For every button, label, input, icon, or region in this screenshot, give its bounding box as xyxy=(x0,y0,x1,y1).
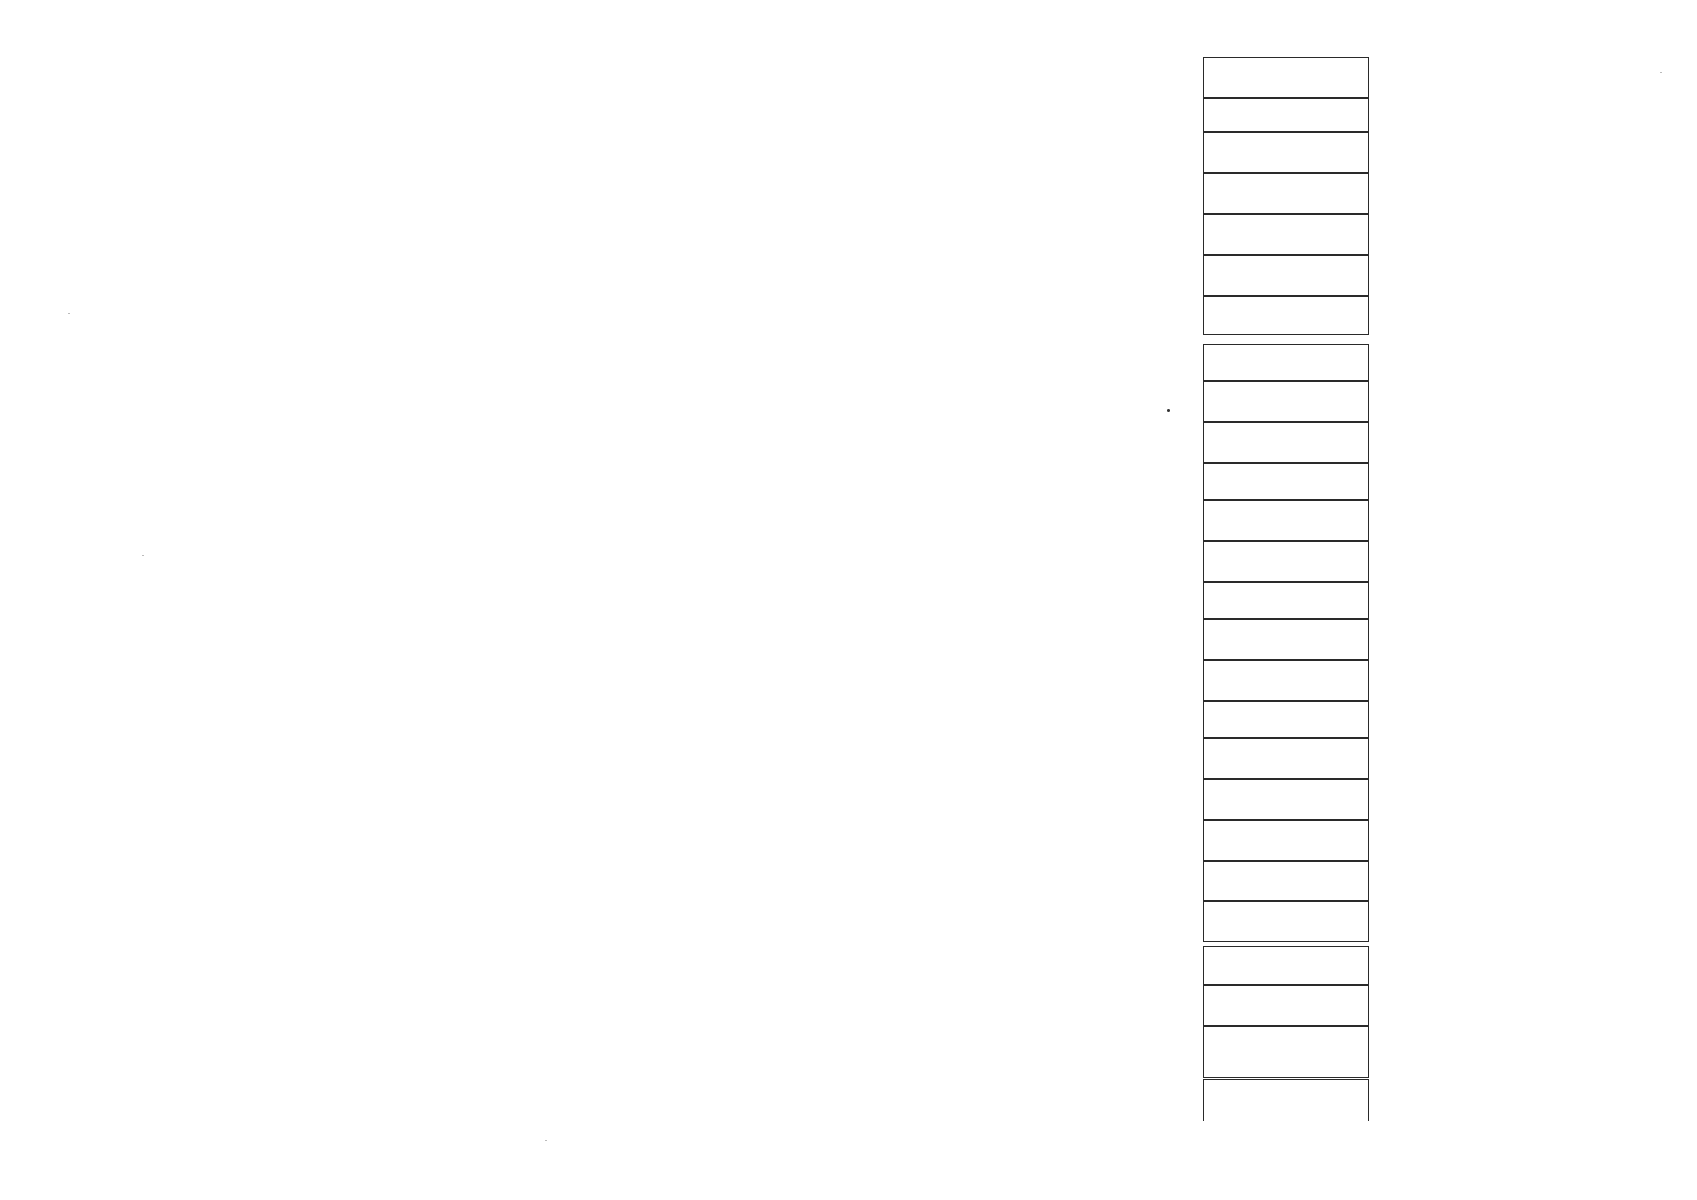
work-item xyxy=(1203,422,1369,463)
work-item xyxy=(1203,946,1369,985)
work-item xyxy=(1203,344,1369,381)
work-item xyxy=(1203,779,1369,820)
work-item xyxy=(1203,132,1369,173)
work-item xyxy=(1203,985,1369,1026)
scan-speck xyxy=(1660,72,1662,73)
work-item xyxy=(1203,582,1369,619)
work-item xyxy=(1203,619,1369,660)
work-item xyxy=(1203,901,1369,942)
work-item xyxy=(1203,214,1369,255)
work-item xyxy=(1203,255,1369,296)
work-item xyxy=(1203,660,1369,701)
work-item xyxy=(1203,738,1369,779)
scan-speck xyxy=(142,555,144,556)
work-item xyxy=(1203,173,1369,214)
work-item xyxy=(1203,820,1369,861)
work-item xyxy=(1203,98,1369,132)
work-item xyxy=(1203,463,1369,500)
work-item xyxy=(1203,57,1369,98)
work-item xyxy=(1203,500,1369,541)
work-item xyxy=(1203,381,1369,422)
work-item xyxy=(1203,541,1369,582)
work-item xyxy=(1203,701,1369,738)
work-item xyxy=(1203,1026,1369,1078)
work-item xyxy=(1203,296,1369,335)
scan-speck xyxy=(545,1140,547,1141)
work-item xyxy=(1203,1079,1369,1121)
scan-speck xyxy=(68,313,70,314)
work-item xyxy=(1203,861,1369,901)
scan-speck xyxy=(1167,409,1170,412)
